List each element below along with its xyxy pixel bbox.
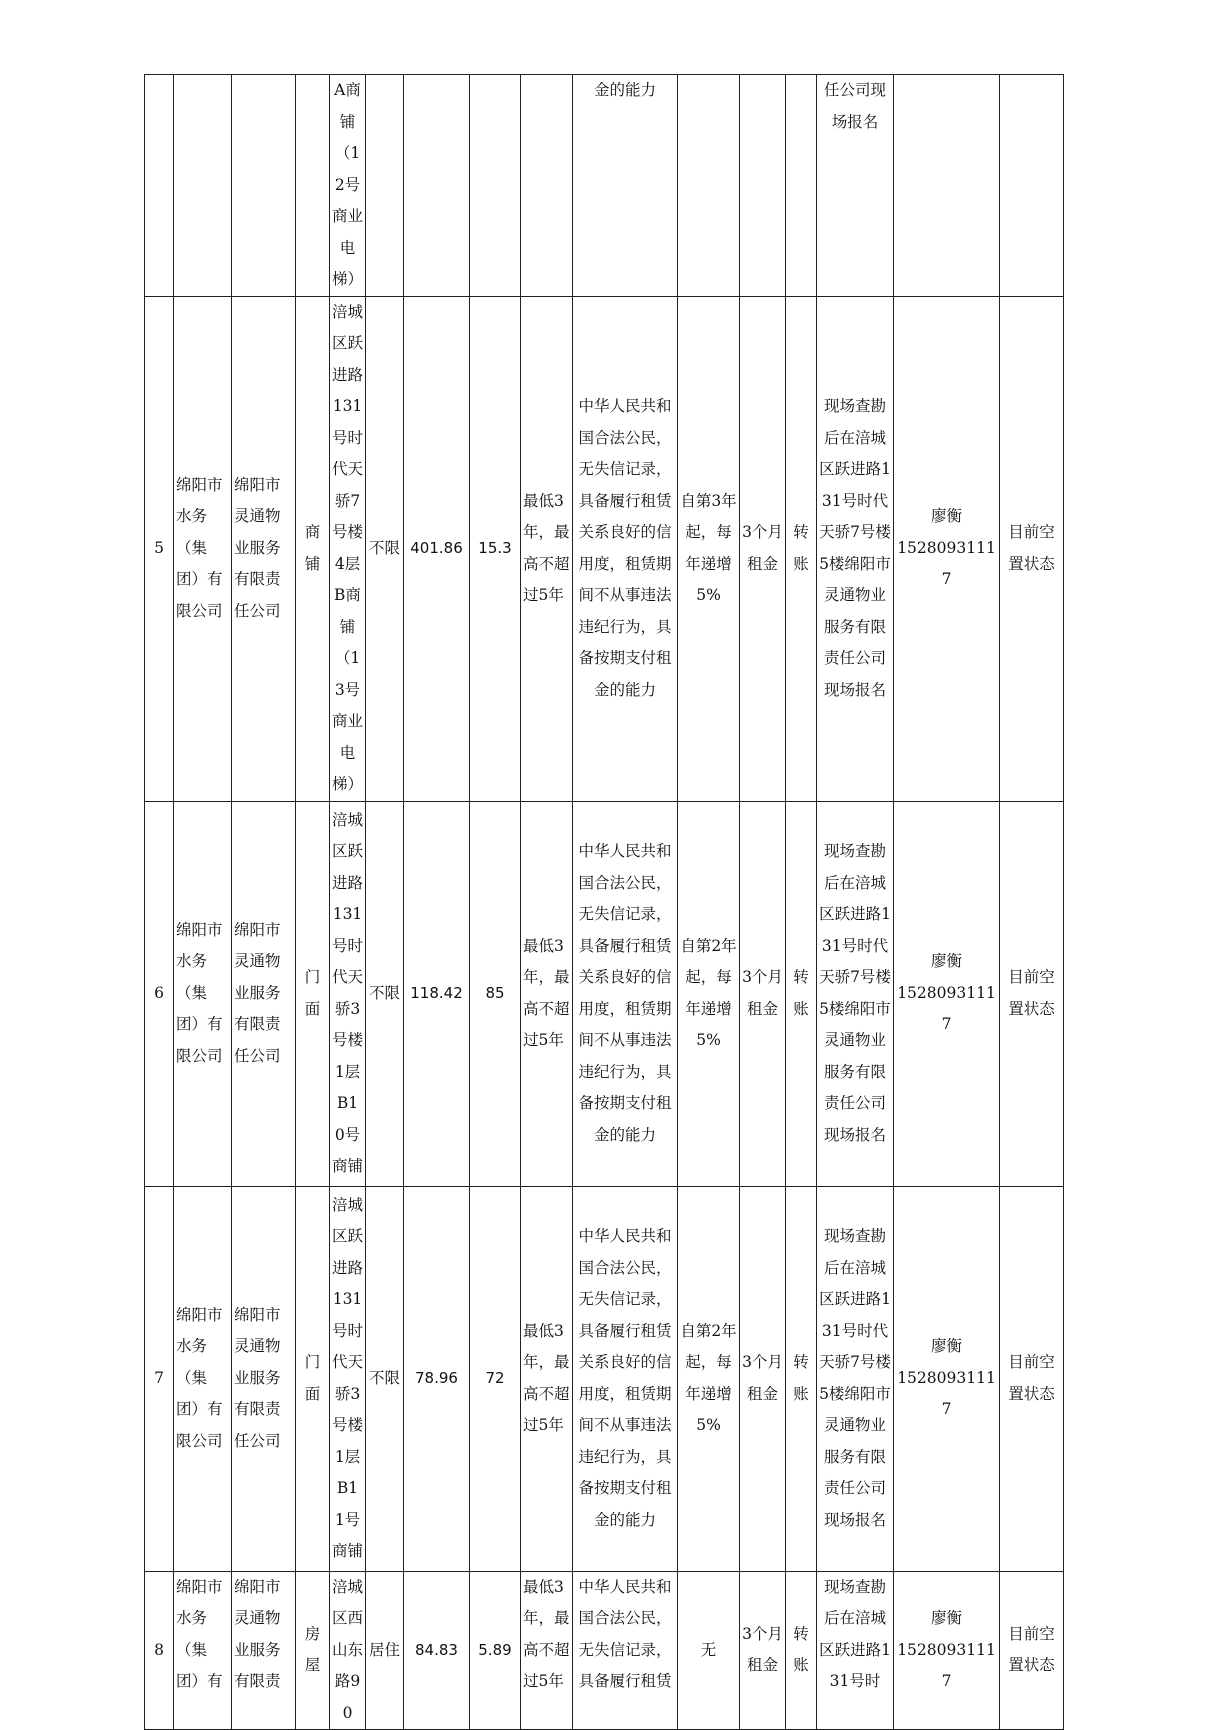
price-cell: 85 — [470, 801, 521, 1186]
payment-cell — [786, 75, 817, 297]
increase-cell: 自第3年起，每年递增5% — [678, 296, 740, 801]
term-cell: 最低3年，最高不超过5年 — [521, 801, 573, 1186]
address-cell: 涪城区跃进路131号时代天骄3号楼1层B11号商铺 — [330, 1186, 366, 1571]
unit-cell: 绵阳市灵通物业服务有限责任公司 — [232, 1186, 296, 1571]
term-cell — [521, 75, 573, 297]
contact-cell: 廖衡 15280931117 — [894, 801, 1000, 1186]
registration-cell: 现场查勘后在涪城区跃进路131号时代天骄7号楼5楼绵阳市灵通物业服务有限责任公司现场报名 — [817, 1186, 894, 1571]
row-number: 7 — [145, 1186, 174, 1571]
registration-cell: 现场查勘后在涪城区跃进路131号时代天骄7号楼5楼绵阳市灵通物业服务有限责任公司现场报名 — [817, 296, 894, 801]
area-cell: 401.86 — [404, 296, 470, 801]
deposit-cell: 3个月租金 — [740, 296, 786, 801]
price-cell: 5.89 — [470, 1571, 521, 1730]
property-lease-table — [144, 74, 1064, 1730]
payment-cell: 转账 — [786, 1186, 817, 1571]
registration-cell: 现场查勘后在涪城区跃进路131号时代天骄7号楼5楼绵阳市灵通物业服务有限责任公司现场报名 — [817, 801, 894, 1186]
deposit-cell: 3个月租金 — [740, 801, 786, 1186]
payment-cell: 转账 — [786, 296, 817, 801]
price-cell — [470, 75, 521, 297]
unit-cell: 绵阳市灵通物业服务有限责 — [232, 1571, 296, 1730]
area-cell: 78.96 — [404, 1186, 470, 1571]
row-number: 5 — [145, 296, 174, 801]
status-cell: 目前空置状态 — [1000, 296, 1064, 801]
use-cell: 不限 — [366, 1186, 404, 1571]
row-number: 8 — [145, 1571, 174, 1730]
owner-cell — [174, 75, 232, 297]
requirement-cell: 中华人民共和国合法公民，无失信记录，具备履行租赁关系良好的信用度，租赁期间不从事违法违纪行为，具备按期支付租金的能力 — [573, 801, 678, 1186]
type-cell: 门面 — [296, 801, 330, 1186]
requirement-cell: 中华人民共和国合法公民，无失信记录，具备履行租赁 — [573, 1571, 678, 1730]
address-cell: 涪城区跃进路131号时代天骄3号楼1层B10号商铺 — [330, 801, 366, 1186]
address-cell: 涪城区跃进路131号时代天骄7号楼4层B商铺（13号商业电梯） — [330, 296, 366, 801]
row-number — [145, 75, 174, 297]
contact-cell — [894, 75, 1000, 297]
term-cell: 最低3年，最高不超过5年 — [521, 1571, 573, 1730]
deposit-cell: 3个月租金 — [740, 1571, 786, 1730]
contact-cell: 廖衡 15280931117 — [894, 1186, 1000, 1571]
price-cell: 72 — [470, 1186, 521, 1571]
row-number: 6 — [145, 801, 174, 1186]
type-cell: 房屋 — [296, 1571, 330, 1730]
owner-cell: 绵阳市水务（集团）有 — [174, 1571, 232, 1730]
registration-cell: 现场查勘后在涪城区跃进路131号时 — [817, 1571, 894, 1730]
price-cell: 15.3 — [470, 296, 521, 801]
owner-cell: 绵阳市水务（集团）有限公司 — [174, 296, 232, 801]
term-cell: 最低3年，最高不超过5年 — [521, 1186, 573, 1571]
use-cell — [366, 75, 404, 297]
table-row — [145, 75, 1064, 297]
payment-cell: 转账 — [786, 801, 817, 1186]
increase-cell: 自第2年起，每年递增5% — [678, 801, 740, 1186]
deposit-cell — [740, 75, 786, 297]
deposit-cell: 3个月租金 — [740, 1186, 786, 1571]
type-cell: 门面 — [296, 1186, 330, 1571]
use-cell: 居住 — [366, 1571, 404, 1730]
status-cell: 目前空置状态 — [1000, 1186, 1064, 1571]
table-row — [145, 801, 1064, 1186]
type-cell — [296, 75, 330, 297]
owner-cell: 绵阳市水务（集团）有限公司 — [174, 801, 232, 1186]
unit-cell: 绵阳市灵通物业服务有限责任公司 — [232, 801, 296, 1186]
requirement-cell: 中华人民共和国合法公民，无失信记录，具备履行租赁关系良好的信用度，租赁期间不从事违法违纪行为，具备按期支付租金的能力 — [573, 1186, 678, 1571]
increase-cell — [678, 75, 740, 297]
term-cell: 最低3年，最高不超过5年 — [521, 296, 573, 801]
use-cell: 不限 — [366, 296, 404, 801]
increase-cell: 自第2年起，每年递增5% — [678, 1186, 740, 1571]
unit-cell: 绵阳市灵通物业服务有限责任公司 — [232, 296, 296, 801]
increase-cell: 无 — [678, 1571, 740, 1730]
address-cell: 涪城区西山东路90 — [330, 1571, 366, 1730]
use-cell: 不限 — [366, 801, 404, 1186]
contact-cell: 廖衡 15280931117 — [894, 1571, 1000, 1730]
registration-cell: 任公司现场报名 — [817, 75, 894, 297]
requirement-cell: 中华人民共和国合法公民，无失信记录，具备履行租赁关系良好的信用度，租赁期间不从事违法违纪行为，具备按期支付租金的能力 — [573, 296, 678, 801]
table-row — [145, 1186, 1064, 1571]
payment-cell: 转账 — [786, 1571, 817, 1730]
address-cell: A商铺（12号商业电梯） — [330, 75, 366, 297]
status-cell: 目前空置状态 — [1000, 1571, 1064, 1730]
status-cell — [1000, 75, 1064, 297]
area-cell: 84.83 — [404, 1571, 470, 1730]
owner-cell: 绵阳市水务（集团）有限公司 — [174, 1186, 232, 1571]
contact-cell: 廖衡 15280931117 — [894, 296, 1000, 801]
unit-cell — [232, 75, 296, 297]
status-cell: 目前空置状态 — [1000, 801, 1064, 1186]
area-cell: 118.42 — [404, 801, 470, 1186]
table-row — [145, 1571, 1064, 1730]
area-cell — [404, 75, 470, 297]
requirement-cell: 金的能力 — [573, 75, 678, 297]
table-row — [145, 296, 1064, 801]
type-cell: 商铺 — [296, 296, 330, 801]
